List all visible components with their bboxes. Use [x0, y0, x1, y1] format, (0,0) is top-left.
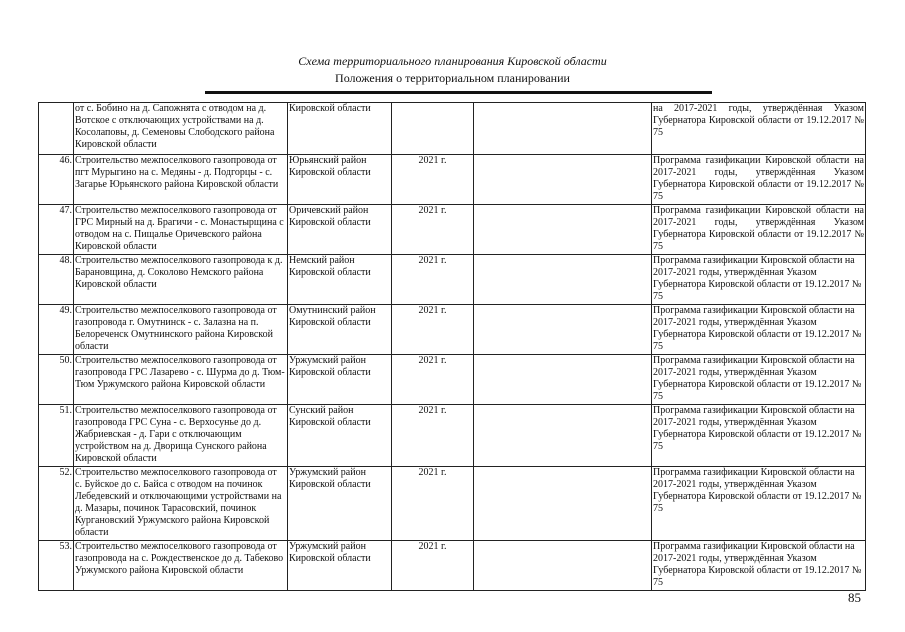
- table-row: [39, 355, 866, 405]
- row-empty-cell: [474, 541, 652, 591]
- row-year: 2021 г.: [392, 405, 474, 467]
- row-year: 2021 г.: [392, 355, 474, 405]
- row-description: Строительство межпоселкового газопровода от газопровода на с. Рождественское до д. Табеково Уржумского района Кировской области: [74, 541, 288, 591]
- row-basis: на 2017-2021 годы, утверждённая Указом Губернатора Кировской области от 19.12.2017 № 75: [652, 103, 866, 155]
- document-subtitle: Положения о территориальном планировании: [335, 71, 570, 85]
- row-empty-cell: [474, 205, 652, 255]
- row-district: Кировской области: [288, 103, 392, 155]
- row-number: 49.: [39, 305, 74, 355]
- table-row: [39, 255, 866, 305]
- row-basis: Программа газификации Кировской области на 2017-2021 годы, утверждённая Указом Губернатора Кировской области от 19.12.2017 № 75: [652, 355, 866, 405]
- row-year: 2021 г.: [392, 467, 474, 541]
- row-empty-cell: [474, 467, 652, 541]
- row-district: Омутнинский район Кировской области: [288, 305, 392, 355]
- table-row: [39, 103, 866, 155]
- row-number: 48.: [39, 255, 74, 305]
- row-description: Строительство межпоселкового газопровода к д. Барановщина, д. Соколово Немского района Кировской области: [74, 255, 288, 305]
- table-row: [39, 541, 866, 591]
- row-number: 47.: [39, 205, 74, 255]
- projects-table: [38, 102, 866, 591]
- document-title: Схема территориального планирования Кировской области: [298, 54, 607, 68]
- row-number: 50.: [39, 355, 74, 405]
- table-row: [39, 205, 866, 255]
- row-number: [39, 103, 74, 155]
- row-district: Юрьянский район Кировской области: [288, 155, 392, 205]
- row-year: 2021 г.: [392, 541, 474, 591]
- row-basis: Программа газификации Кировской области на 2017-2021 годы, утверждённая Указом Губернатора Кировской области от 19.12.2017 № 75: [652, 541, 866, 591]
- row-empty-cell: [474, 255, 652, 305]
- row-year: 2021 г.: [392, 305, 474, 355]
- header-divider: [205, 91, 712, 94]
- row-year: 2021 г.: [392, 155, 474, 205]
- row-year: 2021 г.: [392, 205, 474, 255]
- row-basis: Программа газификации Кировской области на 2017-2021 годы, утверждённая Указом Губернатора Кировской области от 19.12.2017 № 75: [652, 305, 866, 355]
- row-number: 46.: [39, 155, 74, 205]
- row-district: Оричевский район Кировской области: [288, 205, 392, 255]
- row-description: Строительство межпоселкового газопровода от ГРС Мирный на д. Брагичи - с. Монастырщина с отводом на с. Пищалье Оричевского района Кировской области: [74, 205, 288, 255]
- row-district: Уржумский район Кировской области: [288, 355, 392, 405]
- row-number: 53.: [39, 541, 74, 591]
- row-district: Немский район Кировской области: [288, 255, 392, 305]
- row-description: Строительство межпоселкового газопровода от газопровода ГРС Лазарево - с. Шурма до д. Тюм-Тюм Уржумского района Кировской области: [74, 355, 288, 405]
- row-district: Уржумский район Кировской области: [288, 541, 392, 591]
- table-row: [39, 467, 866, 541]
- row-year: [392, 103, 474, 155]
- table-row: [39, 305, 866, 355]
- row-empty-cell: [474, 405, 652, 467]
- table-row: [39, 155, 866, 205]
- row-description: Строительство межпоселкового газопровода от пгт Мурыгино на с. Медяны - д. Подгорцы - с. Загарье Юрьянского района Кировской области: [74, 155, 288, 205]
- row-basis: Программа газификации Кировской области на 2017-2021 годы, утверждённая Указом Губернатора Кировской области от 19.12.2017 № 75: [652, 405, 866, 467]
- row-description: Строительство межпоселкового газопровода от газопровода г. Омутнинск - с. Залазна на п. Белореченск Омутнинского района Кировской области: [74, 305, 288, 355]
- row-basis: Программа газификации Кировской области на 2017-2021 годы, утверждённая Указом Губернатора Кировской области от 19.12.2017 № 75: [652, 155, 866, 205]
- row-description: Строительство межпоселкового газопровода от с. Буйское до с. Байса с отводом на починок Лебедевский и отключающими устройствами на д. Мазары, починок Тарасовский, починок Кургановский Уржумского района Кировской области: [74, 467, 288, 541]
- row-empty-cell: [474, 155, 652, 205]
- row-number: 51.: [39, 405, 74, 467]
- row-year: 2021 г.: [392, 255, 474, 305]
- row-basis: Программа газификации Кировской области на 2017-2021 годы, утверждённая Указом Губернатора Кировской области от 19.12.2017 № 75: [652, 205, 866, 255]
- row-empty-cell: [474, 305, 652, 355]
- row-district: Уржумский район Кировской области: [288, 467, 392, 541]
- page-number: 85: [848, 590, 861, 605]
- row-basis: Программа газификации Кировской области на 2017-2021 годы, утверждённая Указом Губернатора Кировской области от 19.12.2017 № 75: [652, 467, 866, 541]
- row-description: от с. Бобино на д. Сапожнята с отводом на д. Вотское с отключающих устройствами на д. Косолаповы, д. Семеновы Слободского района Кировской области: [74, 103, 288, 155]
- row-number: 52.: [39, 467, 74, 541]
- row-district: Сунский район Кировской области: [288, 405, 392, 467]
- table-row: [39, 405, 866, 467]
- row-basis: Программа газификации Кировской области на 2017-2021 годы, утверждённая Указом Губернатора Кировской области от 19.12.2017 № 75: [652, 255, 866, 305]
- row-description: Строительство межпоселкового газопровода от газопровода ГРС Суна - с. Верхосунье до д. Жабриевская - д. Гари с отключающим устройством на д. Дворища Сунского района Кировской области: [74, 405, 288, 467]
- row-empty-cell: [474, 355, 652, 405]
- row-empty-cell: [474, 103, 652, 155]
